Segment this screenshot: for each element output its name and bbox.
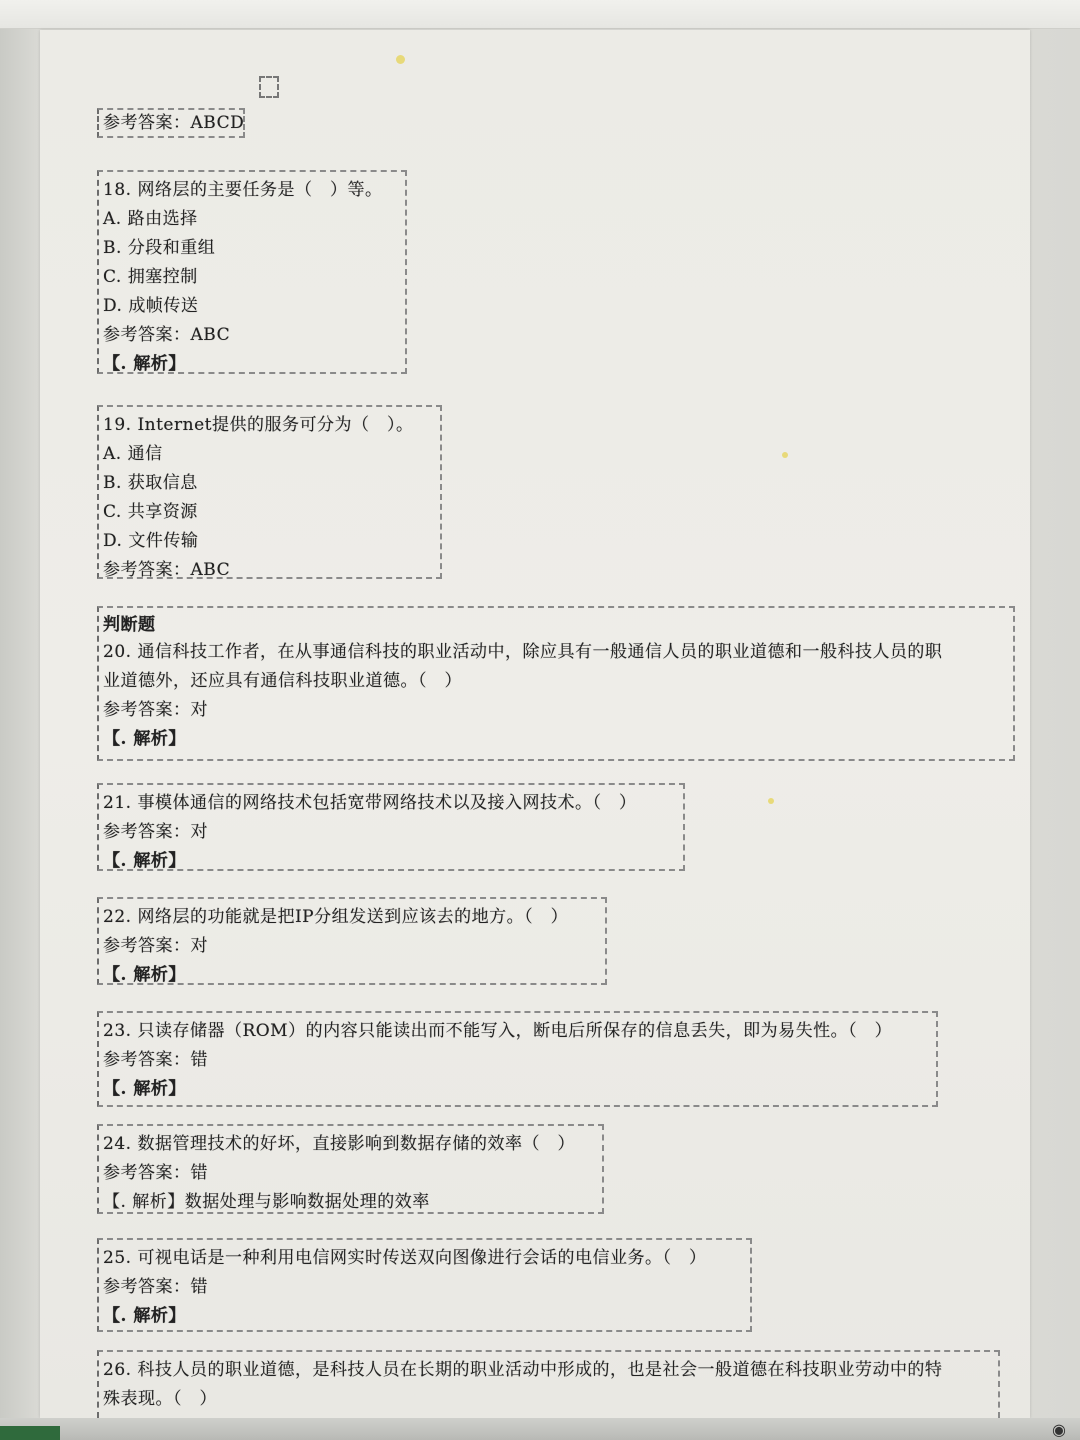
question-block-19: [97, 405, 442, 579]
question-text-line1: 20. 通信科技工作者，在从事通信科技的职业活动中，除应具有一般通信人员的职业道德和一般科技人员的职: [103, 642, 943, 662]
dust-spot: [768, 798, 774, 804]
question-block-26: [97, 1350, 1000, 1418]
answer-text: 参考答案：ABC: [103, 560, 231, 580]
analysis-label: 【. 解析】: [103, 851, 186, 871]
question-text: 24. 数据管理技术的好坏，直接影响到数据存储的效率（ ）: [103, 1134, 575, 1154]
dust-spot: [396, 55, 405, 64]
option-a: A. 路由选择: [103, 209, 198, 229]
analysis-label: 【. 解析】: [103, 729, 186, 749]
option-c: C. 共享资源: [103, 502, 198, 522]
option-b: B. 分段和重组: [103, 238, 216, 258]
answer-text: 参考答案：错: [103, 1050, 208, 1070]
top-toolbar: [0, 0, 1080, 29]
analysis-label: 【. 解析】: [103, 1306, 186, 1326]
answer-text: 参考答案：错: [103, 1277, 208, 1297]
option-b: B. 获取信息: [103, 473, 198, 493]
question-block-24: [97, 1124, 604, 1214]
option-d: D. 成帧传送: [103, 296, 199, 316]
option-a: A. 通信: [103, 444, 163, 464]
analysis-label: 【. 解析】: [103, 354, 186, 374]
question-block-21: [97, 783, 685, 871]
placeholder-box: [259, 76, 279, 98]
dust-spot: [782, 452, 788, 458]
answer-block-17: [97, 108, 245, 138]
question-block-18: [97, 170, 407, 374]
option-d: D. 文件传输: [103, 531, 199, 551]
section-heading: 判断题: [103, 615, 156, 635]
question-text: 22. 网络层的功能就是把IP分组发送到应该去的地方。（ ）: [103, 907, 569, 927]
question-text: 18. 网络层的主要任务是（ ）等。: [103, 180, 383, 200]
analysis-text: 【. 解析】数据处理与影响数据处理的效率: [103, 1192, 430, 1212]
analysis-label: 【. 解析】: [103, 965, 186, 985]
question-text: 19. Internet提供的服务可分为（ ）。: [103, 415, 414, 435]
taskbar-app-indicator[interactable]: [0, 1426, 60, 1440]
bottom-taskbar: [0, 1418, 1080, 1440]
question-text: 23. 只读存储器（ROM）的内容只能读出而不能写入，断电后所保存的信息丢失，即为易失性。（ ）: [103, 1021, 893, 1041]
question-block-25: [97, 1238, 752, 1332]
answer-text: 参考答案：ABC: [103, 325, 231, 345]
option-c: C. 拥塞控制: [103, 267, 198, 287]
eye-icon[interactable]: ◉: [1052, 1420, 1066, 1439]
question-text: 21. 事模体通信的网络技术包括宽带网络技术以及接入网技术。（ ）: [103, 793, 637, 813]
answer-text: 参考答案：对: [103, 822, 208, 842]
analysis-label: 【. 解析】: [103, 1079, 186, 1099]
question-block-22: [97, 897, 607, 985]
answer-text: 参考答案：对: [103, 936, 208, 956]
answer-text: 参考答案：错: [103, 1163, 208, 1183]
question-block-20: [97, 606, 1015, 761]
question-text: 25. 可视电话是一种利用电信网实时传送双向图像进行会话的电信业务。（ ）: [103, 1248, 707, 1268]
question-block-23: [97, 1011, 938, 1107]
answer-text: 参考答案：ABCD: [103, 113, 245, 133]
question-text-line2: 殊表现。（ ）: [103, 1389, 217, 1409]
question-text-line2: 业道德外，还应具有通信科技职业道德。（ ）: [103, 671, 462, 691]
question-text-line1: 26. 科技人员的职业道德，是科技人员在长期的职业活动中形成的，也是社会一般道德在科技职业劳动中的特: [103, 1360, 943, 1380]
answer-text: 参考答案：对: [103, 700, 208, 720]
